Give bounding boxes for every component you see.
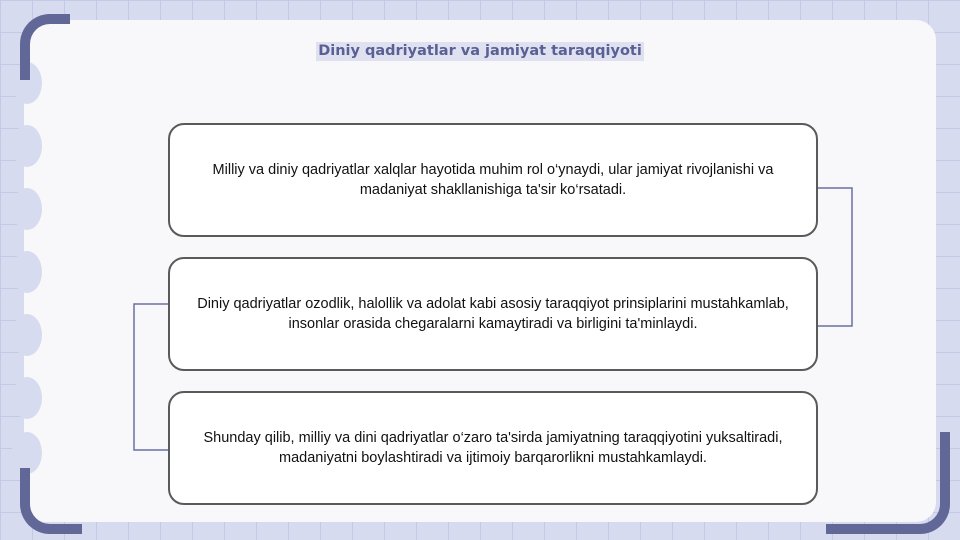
slide-title: Diniy qadriyatlar va jamiyat taraqqiyoti	[318, 43, 642, 59]
card-text: Diniy qadriyatlar ozodlik, halollik va adolat kabi asosiy taraqqiyot prinsiplarini mustahkamlab, insonlar orasida chegaralarni kamaytiradi va birligini ta'minlaydi.	[197, 296, 789, 332]
card-text: Shunday qilib, milliy va dini qadriyatlar o‘zaro ta'sirda jamiyatning taraqqiyotini yuksaltiradi, madaniyatni boylashtiradi va ijtimoiy barqarorlikni mustahkamlaydi.	[203, 430, 783, 466]
connector-left	[134, 304, 170, 450]
content-card	[168, 123, 818, 237]
card-text: Milliy va diniy qadriyatlar xalqlar hayotida muhim rol o‘ynaydi, ular jamiyat rivojlanishi va madaniyat shakllanishiga ta'sir ko‘rsatadi.	[212, 162, 774, 198]
content-card	[168, 257, 818, 371]
connector-right	[818, 188, 852, 326]
content-card	[168, 391, 818, 505]
